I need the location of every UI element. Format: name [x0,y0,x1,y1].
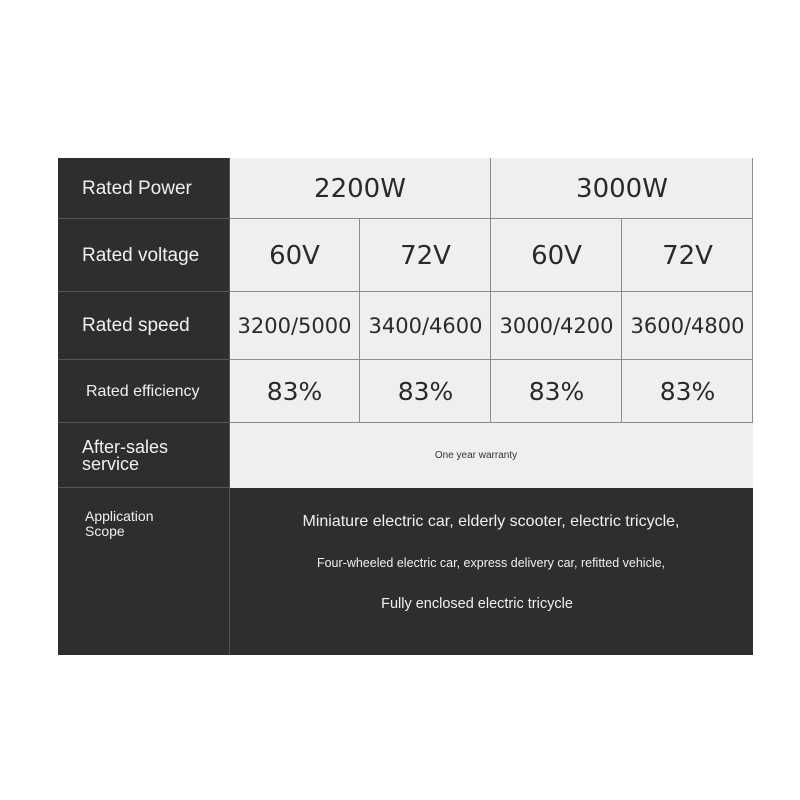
rated-efficiency-value: 83% [622,360,753,423]
rated-voltage-value: 72V [622,219,753,292]
after-sales-value: One year warranty [229,423,753,488]
rated-speed-value: 3200/5000 [229,292,360,360]
after-sales-label: After-sales service [58,423,229,488]
rated-efficiency-label: Rated efficiency [58,360,229,423]
rated-speed-value: 3600/4800 [622,292,753,360]
grid-line [621,219,622,423]
grid-line [752,158,753,423]
grid-line [229,422,753,423]
grid-line [58,487,229,488]
grid-line [229,218,753,219]
rated-speed-label: Rated speed [58,292,229,360]
application-line-3: Fully enclosed electric tricycle [381,596,573,612]
rated-speed-value: 3400/4600 [360,292,491,360]
grid-line [229,359,753,360]
grid-line [58,218,229,219]
rated-power-2200w: 2200W [229,158,491,219]
rated-voltage-value: 60V [491,219,622,292]
rated-speed-value: 3000/4200 [491,292,622,360]
rated-voltage-label: Rated voltage [58,219,229,292]
grid-line [229,158,230,655]
rated-efficiency-value: 83% [229,360,360,423]
rated-efficiency-value: 83% [491,360,622,423]
rated-power-label: Rated Power [58,158,229,219]
grid-line [58,291,229,292]
grid-line [359,219,360,423]
application-scope-label: Application Scope [58,488,229,655]
rated-voltage-value: 60V [229,219,360,292]
grid-line [58,359,229,360]
rated-power-3000w: 3000W [491,158,753,219]
grid-line [229,291,753,292]
application-line-2: Four-wheeled electric car, express delivery car, refitted vehicle, [316,556,666,570]
application-scope-value [229,488,753,655]
rated-voltage-value: 72V [360,219,491,292]
rated-efficiency-value: 83% [360,360,491,423]
application-line-1: Miniature electric car, elderly scooter, electric tricycle, [302,513,680,530]
grid-line [58,422,229,423]
